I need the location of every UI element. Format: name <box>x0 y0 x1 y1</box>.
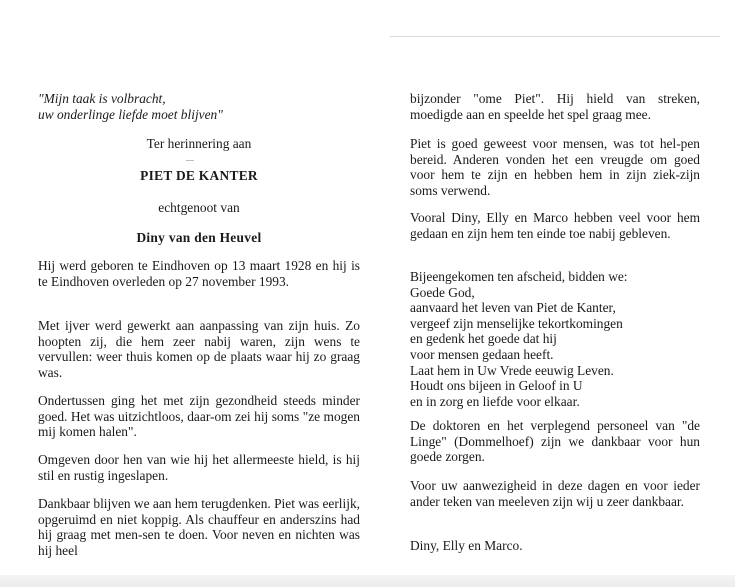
scan-edge <box>0 575 735 587</box>
paper-speck <box>186 160 194 161</box>
spouse-of-label: echtgenoot van <box>158 200 240 215</box>
prayer-line: aanvaard het leven van Piet de Kanter, <box>410 300 616 316</box>
attendance-thanks-paragraph: Voor uw aanwezigheid in deze dagen en voor ieder ander teken van meeleven zijn wij u zeer dankbaar. <box>410 478 700 509</box>
in-memory-heading: Ter herinnering aan <box>146 136 252 151</box>
ome-piet-paragraph: bijzonder "ome Piet". Hij hield van streken, moedigde aan en speelde het spel graag mee. <box>410 91 700 122</box>
health-paragraph: Ondertussen ging het met zijn gezondheid steeds minder goed. Het was uitzichtloos, daar-om zei hij soms "ze mogen mij komen halen". <box>38 393 360 440</box>
remembrance-paragraph: Dankbaar blijven we aan hem terugdenken. Piet was eerlijk, opgeruimd en niet koppig. Als chauffeur en anderszins had hij graag met men-sen te doen. Voor neven en nichten was hij heel <box>38 496 361 558</box>
prayer-line: voor mensen gedaan heeft. <box>410 346 554 362</box>
quote-line: "Mijn taak is volbracht, <box>38 91 166 106</box>
signature: Diny, Elly en Marco. <box>410 538 523 553</box>
opening-quote <box>38 91 360 122</box>
prayer-line: Houdt ons bijeen in Geloof in U <box>410 378 583 394</box>
prayer-line: Bijeengekomen ten afscheid, bidden we: <box>410 269 628 284</box>
doctors-thanks-paragraph: De doktoren en het verplegend personeel van "de Linge" (Dommelhoef) zijn we dankbaar voor hun goede zorgen. <box>410 418 700 465</box>
prayer-line: Goede God, <box>410 284 475 300</box>
prayer-line: Laat hem in Uw Vrede eeuwig Leven. <box>410 362 614 378</box>
prayer-line: en in zorg en liefde voor elkaar. <box>410 393 580 409</box>
birth-death-paragraph: Hij werd geboren te Eindhoven op 13 maart 1928 en hij is te Eindhoven overleden op 27 november 1993. <box>38 258 360 289</box>
top-divider <box>390 36 720 37</box>
prayer <box>410 269 700 409</box>
deceased-name: PIET DE KANTER <box>140 168 258 183</box>
prayer-line: en gedenk het goede dat hij <box>410 331 557 347</box>
passing-paragraph: Omgeven door hen van wie hij het allermeeste hield, is hij stil en rustig ingeslapen. <box>38 452 360 483</box>
quote-line: uw onderlinge liefde moet blijven" <box>38 106 223 122</box>
family-care-paragraph: Vooral Diny, Elly en Marco hebben veel voor hem gedaan en zijn hem ten einde toe nabij gebleven. <box>410 210 700 241</box>
prayer-line: vergeef zijn menselijke tekortkomingen <box>410 315 623 331</box>
home-paragraph: Met ijver werd gewerkt aan aanpassing van zijn huis. Zo hoopten zij, die hem zeer nabij waren, zijn wens te vervullen: weer thuis komen op de plaats waar hij zo graag was. <box>38 318 360 380</box>
spouse-name: Diny van den Heuvel <box>136 230 262 245</box>
good-to-people-paragraph: Piet is goed geweest voor mensen, was tot hel-pen bereid. Anderen vonden het een vreugde om goed voor hem te zijn en hebben hem in zijn ziek-zijn soms verwend. <box>410 136 700 198</box>
